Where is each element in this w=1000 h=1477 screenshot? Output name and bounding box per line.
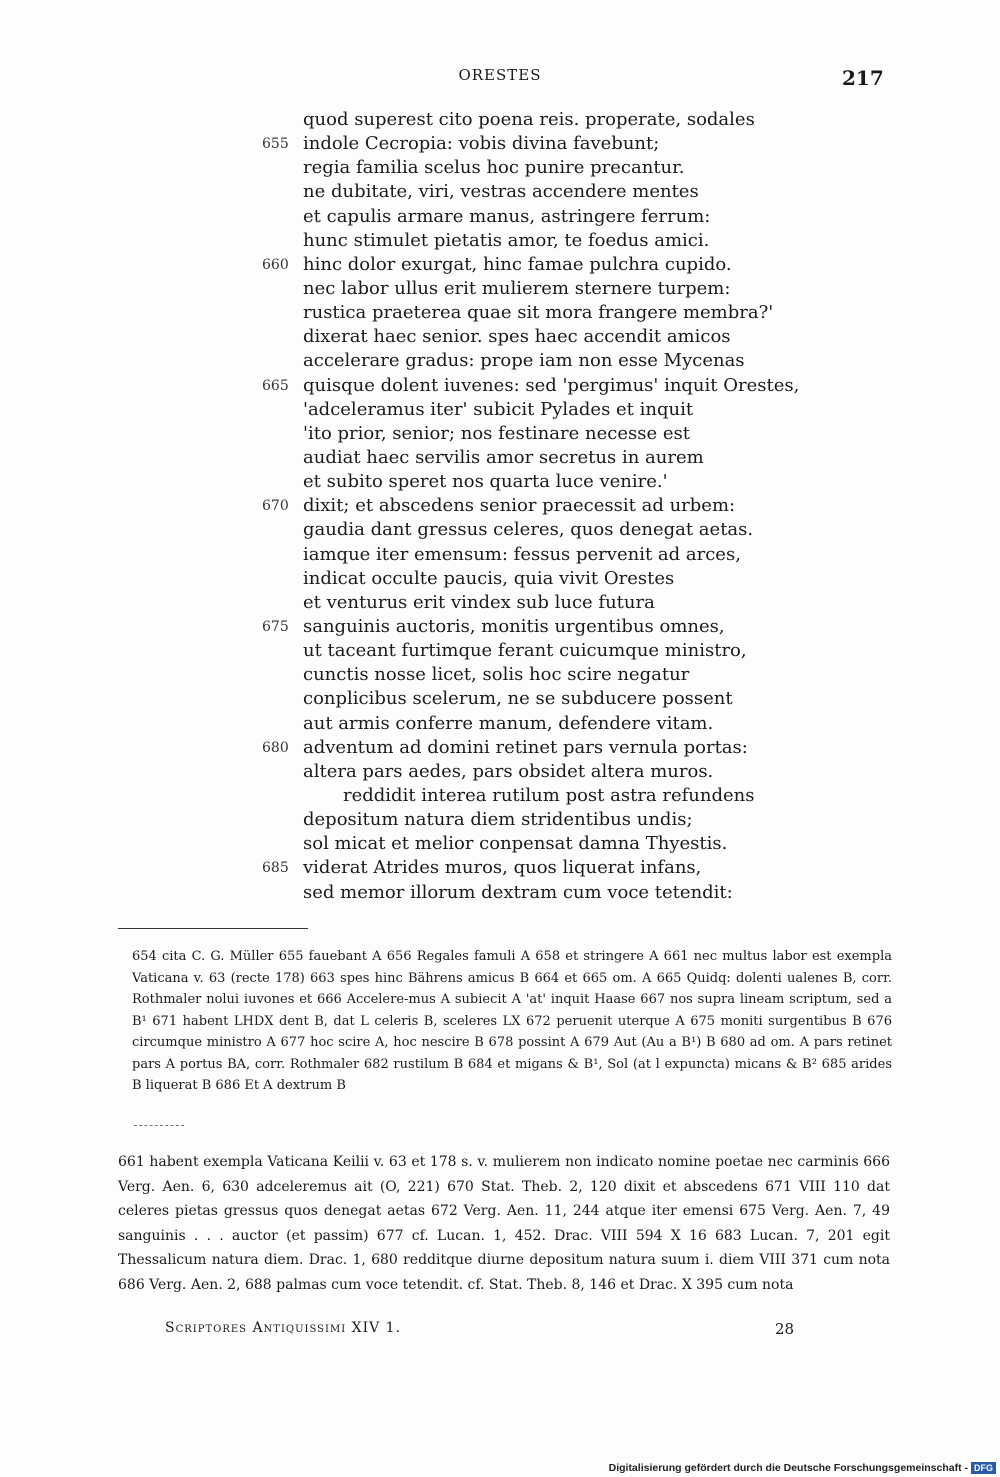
verse-line <box>0 494 1000 518</box>
verse-text-line: cunctis nosse licet, solis hoc scire negatur <box>303 664 690 686</box>
footnote-divider <box>118 928 308 929</box>
verse-line <box>0 736 1000 760</box>
verse-text-line: sed memor illorum dextram cum voce tetendit: <box>303 881 733 903</box>
verse-line <box>0 712 1000 736</box>
verse-text-line: hunc stimulet pietatis amor, te foedus amici. <box>303 229 710 251</box>
verse-text-line: dixerat haec senior. spes haec accendit amicos <box>303 326 731 348</box>
funding-banner <box>609 1459 1000 1477</box>
verse-text-line: quisque dolent iuvenes: sed 'pergimus' inquit Orestes, <box>303 374 800 396</box>
verse-text-line: viderat Atrides muros, quos liquerat infans, <box>303 857 702 879</box>
funding-note: Digitalisierung gefördert durch die Deutsche Forschungsgemeinschaft - <box>608 1462 968 1474</box>
verse-line <box>0 567 1000 591</box>
verse-line <box>0 881 1000 905</box>
verse-line <box>0 543 1000 567</box>
verse-text-line: dixit; et abscedens senior praecessit ad urbem: <box>303 495 736 517</box>
verse-line <box>0 253 1000 277</box>
apparatus-critical-text: 654 cita C. G. Müller 655 fauebant A 656 Regales famuli A 658 et stringere A 661 nec multus labor est exempla Vaticana v. 63 (recte 178) 663 spes hinc Bährens amicus B 664 et 665 om. A 665 Quidq: dolenti ualenes B, corr. Rothmaler nolui iuvones et 666 Accelere-mus A subiecit A 'at' inquit Haase 667 nos supra lineam scriptum, sed a B¹ 671 habent LHDX dent B, dat L celeris B, sceleres LX 672 peruenit uterque A 675 moniti surgentibus B 676 circumque ministro A 677 hoc scire A, hoc nescire B 678 possint A 679 Aut (Au a B¹) B 680 ad om. A pars retinet pars A portus BA, corr. Rothmaler 682 rustilum B 684 et migans & B¹, Sol (at l expuncta) micans & B² 685 arides B liquerat B 686 Et A dextrum B <box>132 949 892 1093</box>
verse-text-line: quod superest cito poena reis. properate, sodales <box>303 109 755 130</box>
verse-text-line: hinc dolor exurgat, hinc famae pulchra cupido. <box>303 253 732 275</box>
verse-text-line: gaudia dant gressus celeres, quos denegat aetas. <box>303 519 754 541</box>
verse-text-line: nec labor ullus erit mulierem sternere turpem: <box>303 277 731 299</box>
verse-line <box>0 132 1000 156</box>
verse-text-line: et capulis armare manus, astringere ferrum: <box>303 205 711 227</box>
verse-text-line: depositum natura diem stridentibus undis; <box>303 809 693 831</box>
verse-text-line: sanguinis auctoris, monitis urgentibus omnes, <box>303 615 725 637</box>
apparatus-divider <box>134 1125 184 1126</box>
verse-text-line: et subito speret nos quarta luce venire.' <box>303 471 668 493</box>
verse-line <box>0 325 1000 349</box>
verse-text <box>0 108 1000 905</box>
page-number: 217 <box>842 66 884 90</box>
verse-text-line: ut taceant furtimque ferant cuicumque ministro, <box>303 640 747 662</box>
line-number: 670 <box>262 498 289 515</box>
source-apparatus <box>118 1150 890 1297</box>
footer-sheet-number: 28 <box>775 1320 795 1338</box>
running-header-title: ORESTES <box>458 66 542 84</box>
verse-line <box>0 446 1000 470</box>
verse-line <box>0 615 1000 639</box>
verse-text-line: indicat occulte paucis, quia vivit Orestes <box>303 567 675 589</box>
verse-line <box>0 518 1000 542</box>
verse-line <box>0 374 1000 398</box>
verse-text-line: reddidit interea rutilum post astra refundens <box>343 784 755 806</box>
verse-line <box>0 760 1000 784</box>
verse-text-line: iamque iter emensum: fessus pervenit ad arces, <box>303 543 741 565</box>
verse-line <box>0 156 1000 180</box>
dfg-logo: DFG <box>971 1462 996 1474</box>
verse-line <box>0 108 1000 132</box>
verse-line <box>0 422 1000 446</box>
verse-text-line: rustica praeterea quae sit mora frangere membra?' <box>303 302 774 324</box>
verse-line <box>0 856 1000 880</box>
verse-line <box>0 470 1000 494</box>
verse-line <box>0 808 1000 832</box>
verse-text-line: audiat haec servilis amor secretus in aurem <box>303 446 704 468</box>
line-number: 660 <box>262 256 289 273</box>
verse-line <box>0 349 1000 373</box>
verse-line <box>0 301 1000 325</box>
footer-signature: Scriptores Antiquissimi XIV 1. <box>165 1320 402 1336</box>
line-number: 685 <box>262 860 289 877</box>
verse-text-line: regia familia scelus hoc punire precantur. <box>303 157 685 179</box>
verse-text-line: indole Cecropia: vobis divina favebunt; <box>303 133 660 155</box>
verse-text-line: 'ito prior, senior; nos festinare necesse est <box>303 422 690 444</box>
verse-line <box>0 398 1000 422</box>
verse-line <box>0 180 1000 204</box>
verse-text-line: 'adceleramus iter' subicit Pylades et inquit <box>303 398 694 420</box>
line-number: 675 <box>262 618 289 635</box>
line-number: 665 <box>262 377 289 394</box>
apparatus-sources-text: 661 habent exempla Vaticana Keilii v. 63 et 178 s. v. mulierem non indicato nomine poetae nec carminis 666 Verg. Aen. 6, 630 adceleremus ait (O, 221) 670 Stat. Theb. 2, 120 dixit et abscedens 671 VIII 110 dat celeres pietas gressus quos denegat aetas 672 Verg. Aen. 11, 244 atque iter emensi 675 Verg. Aen. 7, 49 sanguinis . . . auctor (et passim) 677 cf. Lucan. 1, 452. Drac. VIII 594 X 16 683 Lucan. 7, 201 egit Thessalicum natura diem. Drac. 1, 680 redditque diurne depositum natura suum i. diem VIII 371 cum nota 686 Verg. Aen. 2, 688 palmas cum voce tetendit. cf. Stat. Theb. 8, 146 et Drac. X 395 cum nota <box>118 1154 890 1293</box>
critical-apparatus <box>132 946 892 1097</box>
line-number: 655 <box>262 136 289 153</box>
verse-line <box>0 205 1000 229</box>
verse-line <box>0 591 1000 615</box>
verse-line <box>0 687 1000 711</box>
verse-line <box>0 639 1000 663</box>
line-number: 680 <box>262 739 289 756</box>
verse-text-line: altera pars aedes, pars obsidet altera muros. <box>303 760 714 782</box>
verse-line <box>0 832 1000 856</box>
verse-text-line: sol micat et melior conpensat damna Thyestis. <box>303 833 728 855</box>
verse-text-line: accelerare gradus: prope iam non esse Mycenas <box>303 350 745 372</box>
verse-text-line: conplicibus scelerum, ne se subducere possent <box>303 688 733 710</box>
verse-line <box>0 277 1000 301</box>
verse-line <box>0 663 1000 687</box>
verse-text-line: adventum ad domini retinet pars vernula portas: <box>303 736 748 758</box>
verse-line <box>0 229 1000 253</box>
verse-line <box>0 784 1000 808</box>
verse-text-line: aut armis conferre manum, defendere vitam. <box>303 712 714 734</box>
verse-text-line: ne dubitate, viri, vestras accendere mentes <box>303 181 699 203</box>
verse-text-line: et venturus erit vindex sub luce futura <box>303 591 655 613</box>
